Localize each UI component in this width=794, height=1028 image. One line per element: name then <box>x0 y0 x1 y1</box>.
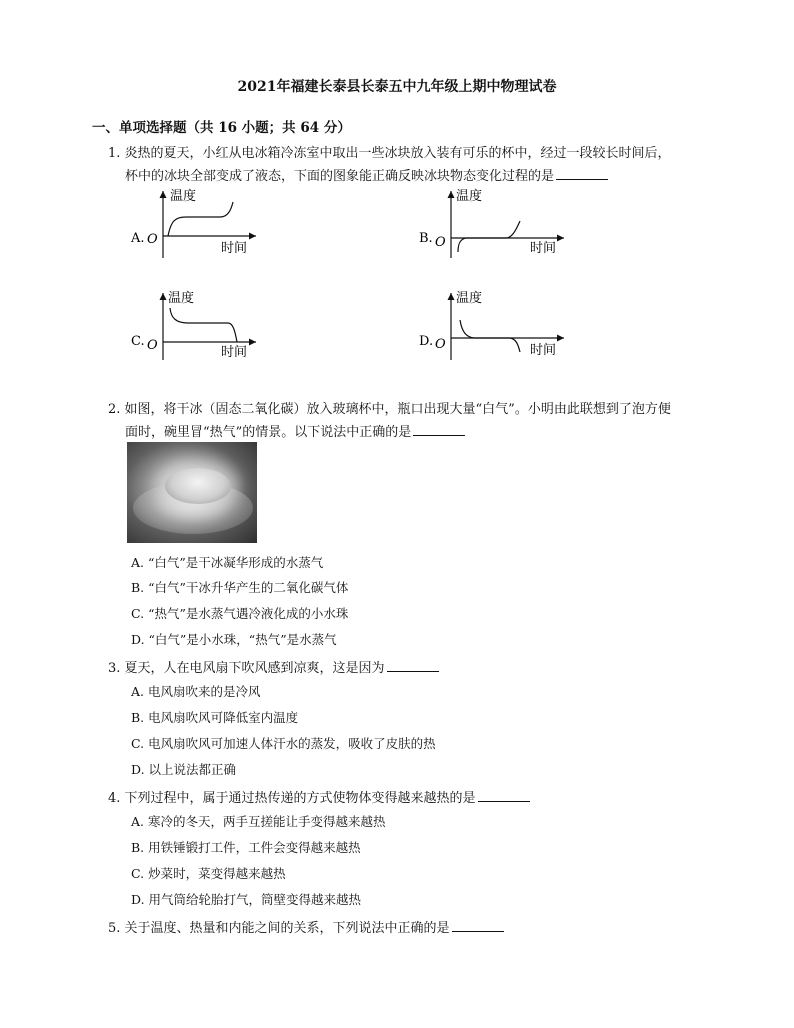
graph-a-curve <box>168 202 233 236</box>
q2-option-a[interactable]: A. “白气”是干冰凝华形成的水蒸气 <box>131 555 324 570</box>
graph-b-ylabel: 温度 <box>456 189 483 204</box>
graph-b-label: B. <box>419 231 433 246</box>
graph-a <box>130 186 260 262</box>
q1-line2-text: 杯中的冰块全部变成了液态，下面的图象能正确反映冰块物态变化过程的是 <box>125 169 555 184</box>
graph-c-label: C. <box>131 334 145 349</box>
q5-line1-text: 5. 关于温度、热量和内能之间的关系，下列说法中正确的是 <box>108 921 450 936</box>
graph-d <box>418 288 568 364</box>
page-title: 2021年福建长泰县长泰五中九年级上期中物理试卷 <box>237 79 557 95</box>
q1-line1: 1. 炎热的夏天，小红从电冰箱冷冻室中取出一些冰块放入装有可乐的杯中，经过一段较长时间后， <box>108 146 671 161</box>
q5-answer-blank[interactable] <box>452 919 504 932</box>
photo-bowl <box>165 468 231 504</box>
section-heading: 一、单项选择题（共 16 小题；共 64 分） <box>92 120 351 136</box>
graph-a-xlabel: 时间 <box>221 241 248 256</box>
graph-d-origin: O <box>435 337 446 352</box>
graph-a-ylabel: 温度 <box>170 189 197 204</box>
q3-option-d[interactable]: D. 以上说法都正确 <box>131 762 237 777</box>
graph-d-curve <box>460 320 520 352</box>
q2-option-d[interactable]: D. “白气”是小水珠，“热气”是水蒸气 <box>131 632 337 647</box>
q2-line2-text: 面时，碗里冒“热气”的情景。以下说法中正确的是 <box>125 425 412 440</box>
q3-line1-text: 3. 夏天，人在电风扇下吹风感到凉爽，这是因为 <box>108 661 385 676</box>
q4-option-d[interactable]: D. 用气筒给轮胎打气，筒壁变得越来越热 <box>131 892 362 907</box>
q4-option-c[interactable]: C. 炒菜时，菜变得越来越热 <box>131 866 286 881</box>
q4-line1 <box>108 787 530 806</box>
q2-answer-blank[interactable] <box>413 423 465 436</box>
graph-b-origin: O <box>435 235 446 250</box>
graph-c-xlabel: 时间 <box>221 345 248 360</box>
q1-line2 <box>125 165 608 184</box>
graph-a-origin: O <box>147 232 158 247</box>
dry-ice-bowl-photo <box>127 442 257 543</box>
q2-line1: 2. 如图，将干冰（固态二氧化碳）放入玻璃杯中，瓶口出现大量“白气”。小明由此联想到了泡方便 <box>108 402 671 417</box>
graph-b <box>418 186 568 262</box>
q3-option-b[interactable]: B. 电风扇吹风可降低室内温度 <box>131 710 299 725</box>
q2-option-b[interactable]: B. “白气”干冰升华产生的二氧化碳气体 <box>131 580 349 595</box>
q4-answer-blank[interactable] <box>478 789 530 802</box>
q4-option-a[interactable]: A. 寒冷的冬天，两手互搓能让手变得越来越热 <box>131 814 386 829</box>
graph-c <box>130 288 260 364</box>
q5-line1 <box>108 917 504 936</box>
graph-d-ylabel: 温度 <box>456 291 483 306</box>
q4-option-b[interactable]: B. 用铁锤锻打工件，工件会变得越来越热 <box>131 840 361 855</box>
graph-a-label: A. <box>131 231 145 246</box>
q2-option-c[interactable]: C. “热气”是水蒸气遇冷液化成的小水珠 <box>131 606 349 621</box>
q2-line2 <box>125 421 465 440</box>
graph-d-xlabel: 时间 <box>530 343 557 358</box>
graph-c-curve <box>170 308 237 342</box>
q3-answer-blank[interactable] <box>387 659 439 672</box>
q1-answer-blank[interactable] <box>556 167 608 180</box>
graph-b-xlabel: 时间 <box>530 241 557 256</box>
graph-c-origin: O <box>147 338 158 353</box>
q3-option-c[interactable]: C. 电风扇吹风可加速人体汗水的蒸发，吸收了皮肤的热 <box>131 736 436 751</box>
graph-b-curve <box>458 221 520 252</box>
q4-line1-text: 4. 下列过程中，属于通过热传递的方式使物体变得越来越热的是 <box>108 791 476 806</box>
graph-d-label: D. <box>419 334 434 349</box>
q3-line1 <box>108 657 439 676</box>
graph-c-ylabel: 温度 <box>168 291 195 306</box>
q3-option-a[interactable]: A. 电风扇吹来的是冷风 <box>131 684 261 699</box>
